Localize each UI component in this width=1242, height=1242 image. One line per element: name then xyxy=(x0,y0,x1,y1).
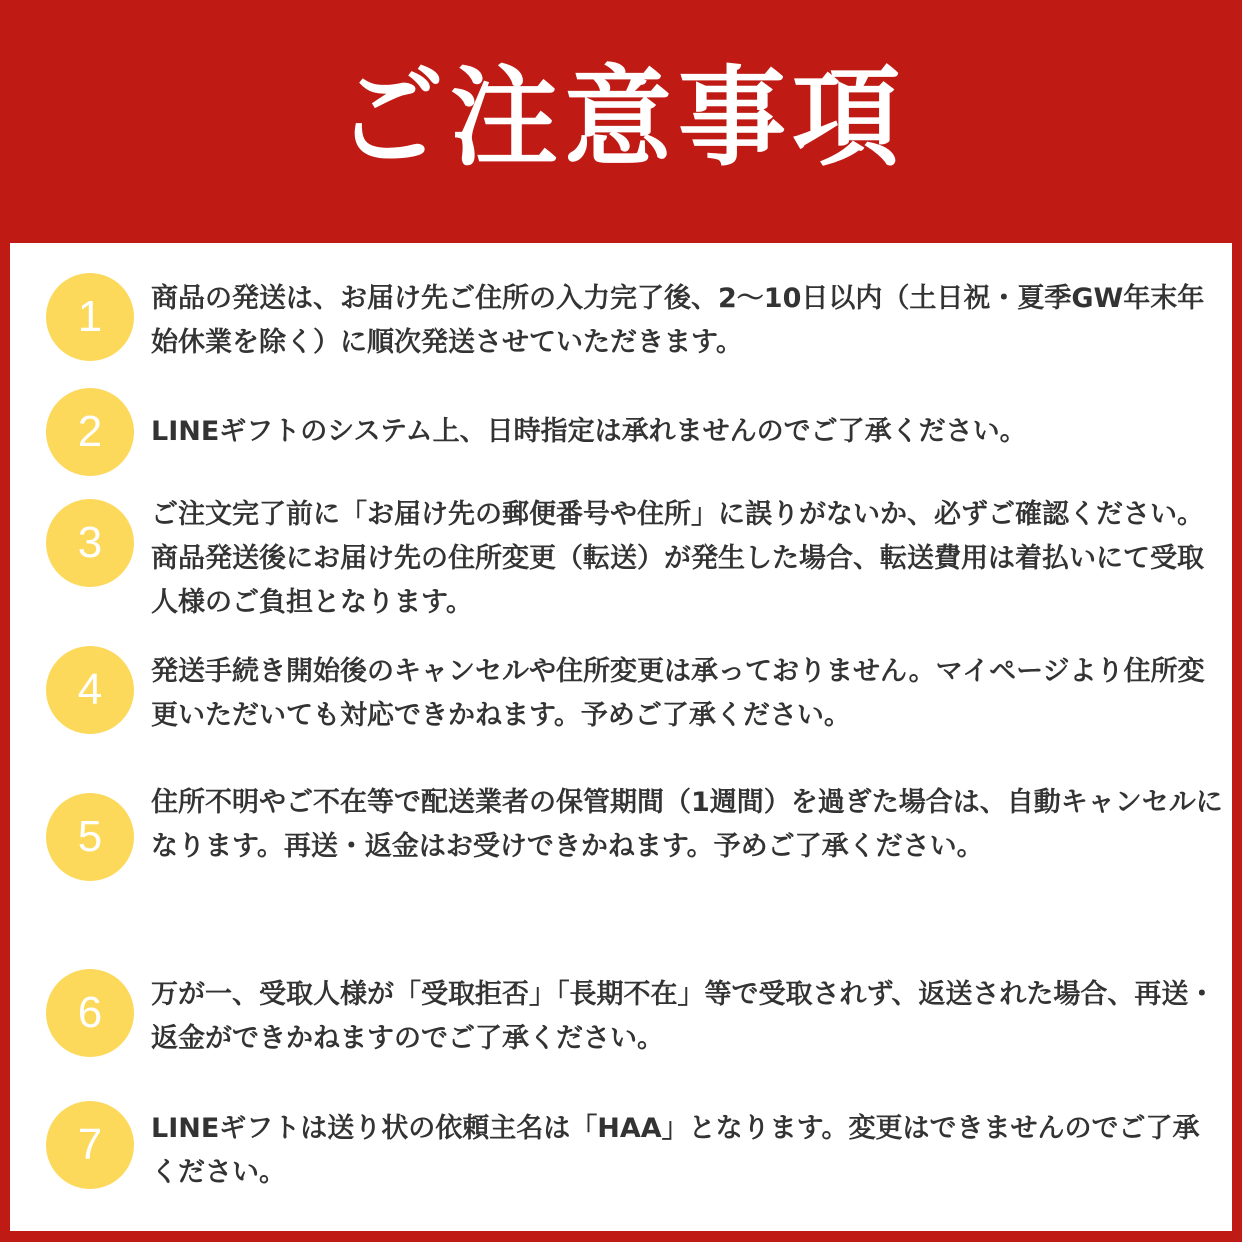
number-badge: 2 xyxy=(46,388,134,476)
notice-text: LINEギフトは送り状の依頼主名は「HAA」となります。変更はできませんのでご了承ください。 xyxy=(151,1113,1200,1188)
number-badge: 4 xyxy=(46,646,134,734)
number-badge: 7 xyxy=(46,1101,134,1189)
number-badge: 3 xyxy=(46,499,134,587)
notice-text: ご注文完了前に「お届け先の郵便番号や住所」に誤りがないか、必ずご確認ください。商品発送後にお届け先の住所変更（転送）が発生した場合、転送費用は着払いにて受取人様のご負担となります。 xyxy=(151,499,1204,618)
number-badge: 1 xyxy=(46,273,134,361)
notice-text: 住所不明やご不在等で配送業者の保管期間（1週間）を過ぎた場合は、自動キャンセルになります。再送・返金はお受けできかねます。予めご了承ください。 xyxy=(151,787,1223,862)
notice-text: 万が一、受取人様が「受取拒否」「長期不在」等で受取されず、返送された場合、再送・返金ができかねますのでご了承ください。 xyxy=(151,979,1216,1054)
header-banner xyxy=(0,0,1242,243)
page-title: ご注意事項 xyxy=(335,55,906,181)
notice-text: 商品の発送は、お届け先ご住所の入力完了後、2〜10日以内（土日祝・夏季GW年末年始休業を除く）に順次発送させていただきます。 xyxy=(151,283,1205,358)
number-badge: 5 xyxy=(46,793,134,881)
notice-text: LINEギフトのシステム上、日時指定は承れませんのでご了承ください。 xyxy=(151,416,1027,447)
notice-panel xyxy=(10,243,1232,1231)
notice-text: 発送手続き開始後のキャンセルや住所変更は承っておりません。マイページより住所変更いただいても対応できかねます。予めご了承ください。 xyxy=(151,656,1205,731)
number-badge: 6 xyxy=(46,969,134,1057)
